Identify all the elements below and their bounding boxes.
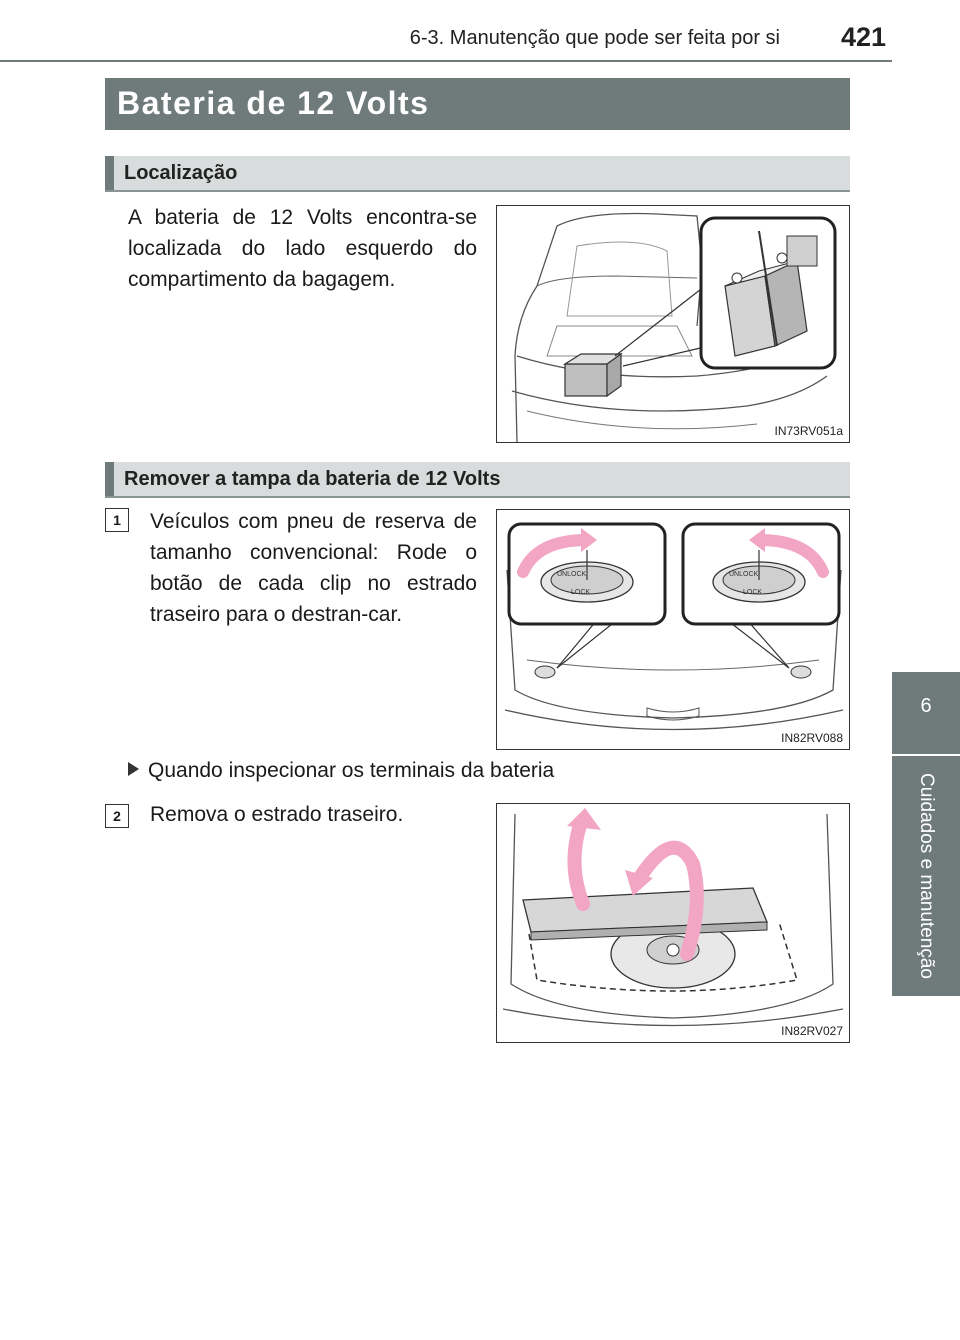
page-title-text: Bateria de 12 Volts [117, 85, 430, 121]
chapter-tab[interactable] [892, 0, 960, 1340]
page-number: 421 [840, 22, 886, 52]
knob-label-lock-right: LOCK [743, 589, 763, 596]
step-badge-1: 1 [105, 508, 129, 532]
figure-remove-floor [496, 803, 850, 1043]
subheading-remove-cover [105, 462, 850, 498]
triangle-bullet-icon [128, 762, 139, 776]
unlock-clips-illustration [497, 510, 849, 749]
chapter-title: Cuidados e manutenção [916, 773, 937, 979]
subheading-text: Remover a tampa da bateria de 12 Volts [124, 468, 501, 490]
step-badge-2: 2 [105, 804, 129, 828]
step1-paragraph: Veículos com pneu de reserva de tamanho convencional: Rode o botão de cada clip no estrado traseiro para o destran-car. [150, 510, 477, 626]
bullet-inspect-terminals [128, 759, 554, 783]
section-path: 6-3. Manutenção que pode ser feita por si [409, 27, 780, 49]
subheading-text: Localização [124, 162, 238, 184]
location-paragraph: A bateria de 12 Volts encontra-se localizada do lado esquerdo do compartimento da bagagem. [128, 206, 477, 291]
knob-label-lock-left: LOCK [571, 589, 591, 596]
page-title [105, 78, 850, 130]
chapter-title-box [892, 756, 960, 996]
header-rule [0, 60, 892, 62]
knob-label-unlock-right: UNLOCK [729, 571, 759, 578]
subheading-location [105, 156, 850, 192]
battery-location-illustration [497, 206, 849, 442]
figure-unlock-clips [496, 509, 850, 750]
chapter-number: 6 [892, 672, 960, 754]
figure-code: IN73RV051a [774, 424, 843, 438]
figure-battery-location [496, 205, 850, 443]
subheading-bar [105, 156, 114, 190]
figure-code: IN82RV088 [781, 731, 843, 745]
bullet-text: Quando inspecionar os terminais da bateria [148, 759, 555, 782]
knob-label-unlock-left: UNLOCK [557, 571, 587, 578]
remove-floor-illustration [497, 804, 849, 1042]
subheading-bar [105, 462, 114, 496]
figure-code: IN82RV027 [781, 1024, 843, 1038]
step2-paragraph: Remova o estrado traseiro. [150, 803, 404, 826]
